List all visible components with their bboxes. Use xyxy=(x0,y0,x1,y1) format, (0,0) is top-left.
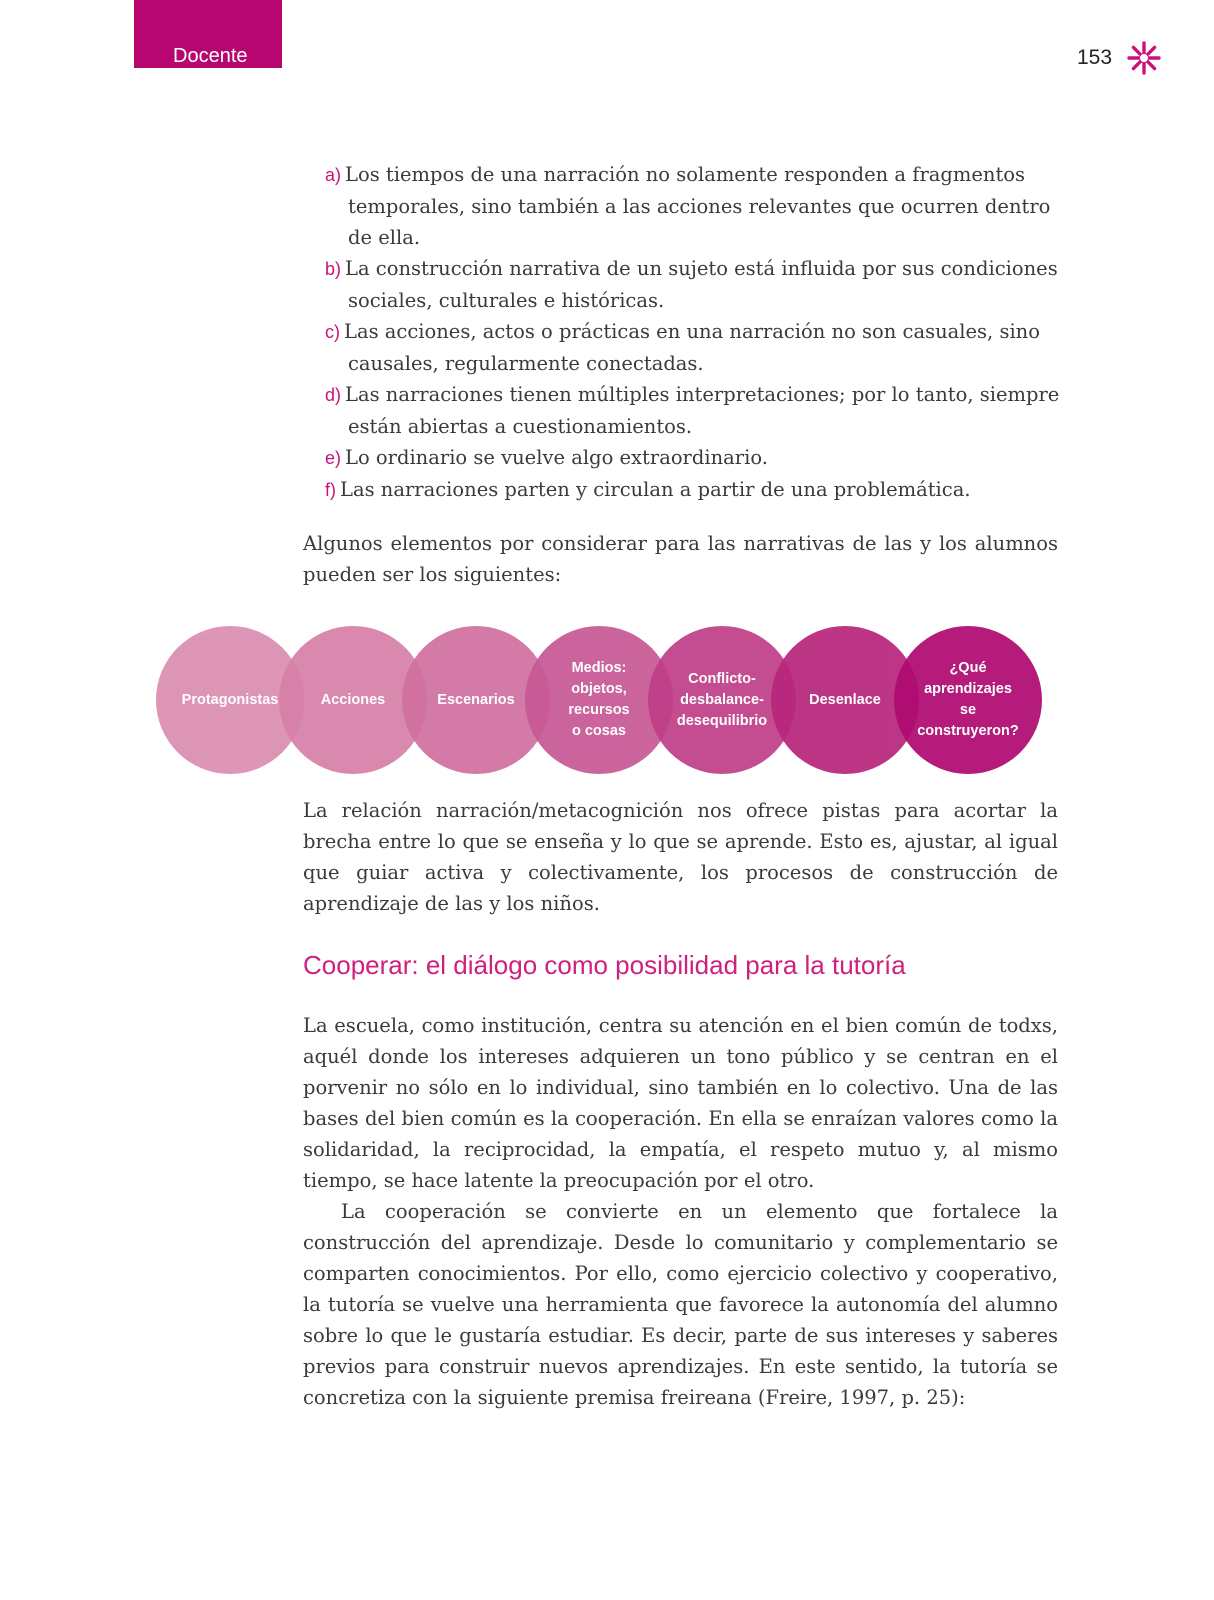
intro-paragraph: Algunos elementos por considerar para las narrativas de las y los alumnos pueden ser los siguientes: xyxy=(303,532,1058,586)
characteristics-list xyxy=(325,159,1065,506)
escuela-paragraph: La escuela, como institución, centra su atención en el bien común de todxs, aquél donde los intereses adquieren un tono público y se centran en el porvenir no sólo en lo individual, sino también en lo colectivo. Una de las bases del bien común es la cooperación. En ella se enraízan valores como la solidaridad, la reciprocidad, la empatía, el respeto mutuo y, al mismo tiempo, se hace latente la preocupación por el otro. xyxy=(303,1014,1058,1192)
list-item-label: a) xyxy=(325,165,342,185)
diagram-circle-label: Conflicto- desbalance- desequilibrio xyxy=(676,670,768,729)
list-item-label: b) xyxy=(325,259,342,279)
list-item xyxy=(325,159,1065,253)
diagram-circle-aprendizajes xyxy=(894,626,1042,774)
diagram-circle-label: Protagonistas xyxy=(181,691,279,708)
cooperacion-paragraph: La cooperación se convierte en un elemento que fortalece la construcción del aprendizaje. Desde lo comunitario y complementario se comparten conocimientos. Por ello, como ejercicio colectivo y cooperativo, la tutoría se vuelve una herramienta que favorece la autonomía del alumno sobre lo que le gustaría estudiar. Es decir, parte de sus intereses y saberes previos para construir nuevos aprendizajes. En este sentido, la tutoría se concretiza con la siguiente premisa freireana (Freire, 1997, p. 25): xyxy=(303,1200,1058,1409)
list-item-text: La construcción narrativa de un sujeto está influida por sus condiciones sociales, culturales e históricas. xyxy=(345,257,1058,312)
list-item-text: Las narraciones tienen múltiples interpretaciones; por lo tanto, siempre están abiertas a cuestionamientos. xyxy=(345,383,1060,438)
list-item-label: e) xyxy=(325,448,342,468)
list-item-text: Las acciones, actos o prácticas en una narración no son casuales, sino causales, regularmente conectadas. xyxy=(344,320,1040,375)
diagram-circle-label: Desenlace xyxy=(809,691,881,708)
list-item xyxy=(325,379,1065,442)
list-item xyxy=(325,442,1065,474)
narrative-elements-diagram xyxy=(156,626,1056,776)
list-item-text: Lo ordinario se vuelve algo extraordinario. xyxy=(345,446,768,469)
list-item-label: c) xyxy=(325,322,340,342)
list-item xyxy=(325,474,1065,506)
list-item-label: f) xyxy=(325,480,336,500)
list-item xyxy=(325,316,1065,379)
diagram-circle-label: Escenarios xyxy=(437,691,515,708)
relacion-paragraph: La relación narración/metacognición nos ofrece pistas para acortar la brecha entre lo que se enseña y lo que se aprende. Esto es, ajustar, al igual que guiar activa y colectivamente, los procesos de construcción de aprendizaje de las y los niños. xyxy=(303,799,1058,915)
diagram-circle-label: Acciones xyxy=(320,691,386,708)
section-heading: Cooperar: el diálogo como posibilidad para la tutoría xyxy=(303,950,906,980)
asterisk-icon xyxy=(1126,40,1162,76)
list-item-text: Las narraciones parten y circulan a partir de una problemática. xyxy=(340,478,971,501)
section-label: Docente xyxy=(173,45,248,67)
page-number: 153 xyxy=(1077,46,1113,69)
list-item-label: d) xyxy=(325,385,342,405)
list-item xyxy=(325,253,1065,316)
list-item-text: Los tiempos de una narración no solamente responden a fragmentos temporales, sino también a las acciones relevantes que ocurren dentro de ella. xyxy=(345,163,1051,249)
section-tab xyxy=(134,0,282,68)
diagram-circle-label: Medios: objetos, recursos o cosas xyxy=(568,660,630,739)
diagram-circle-label: ¿Qué aprendizajes se construyeron? xyxy=(917,660,1019,739)
